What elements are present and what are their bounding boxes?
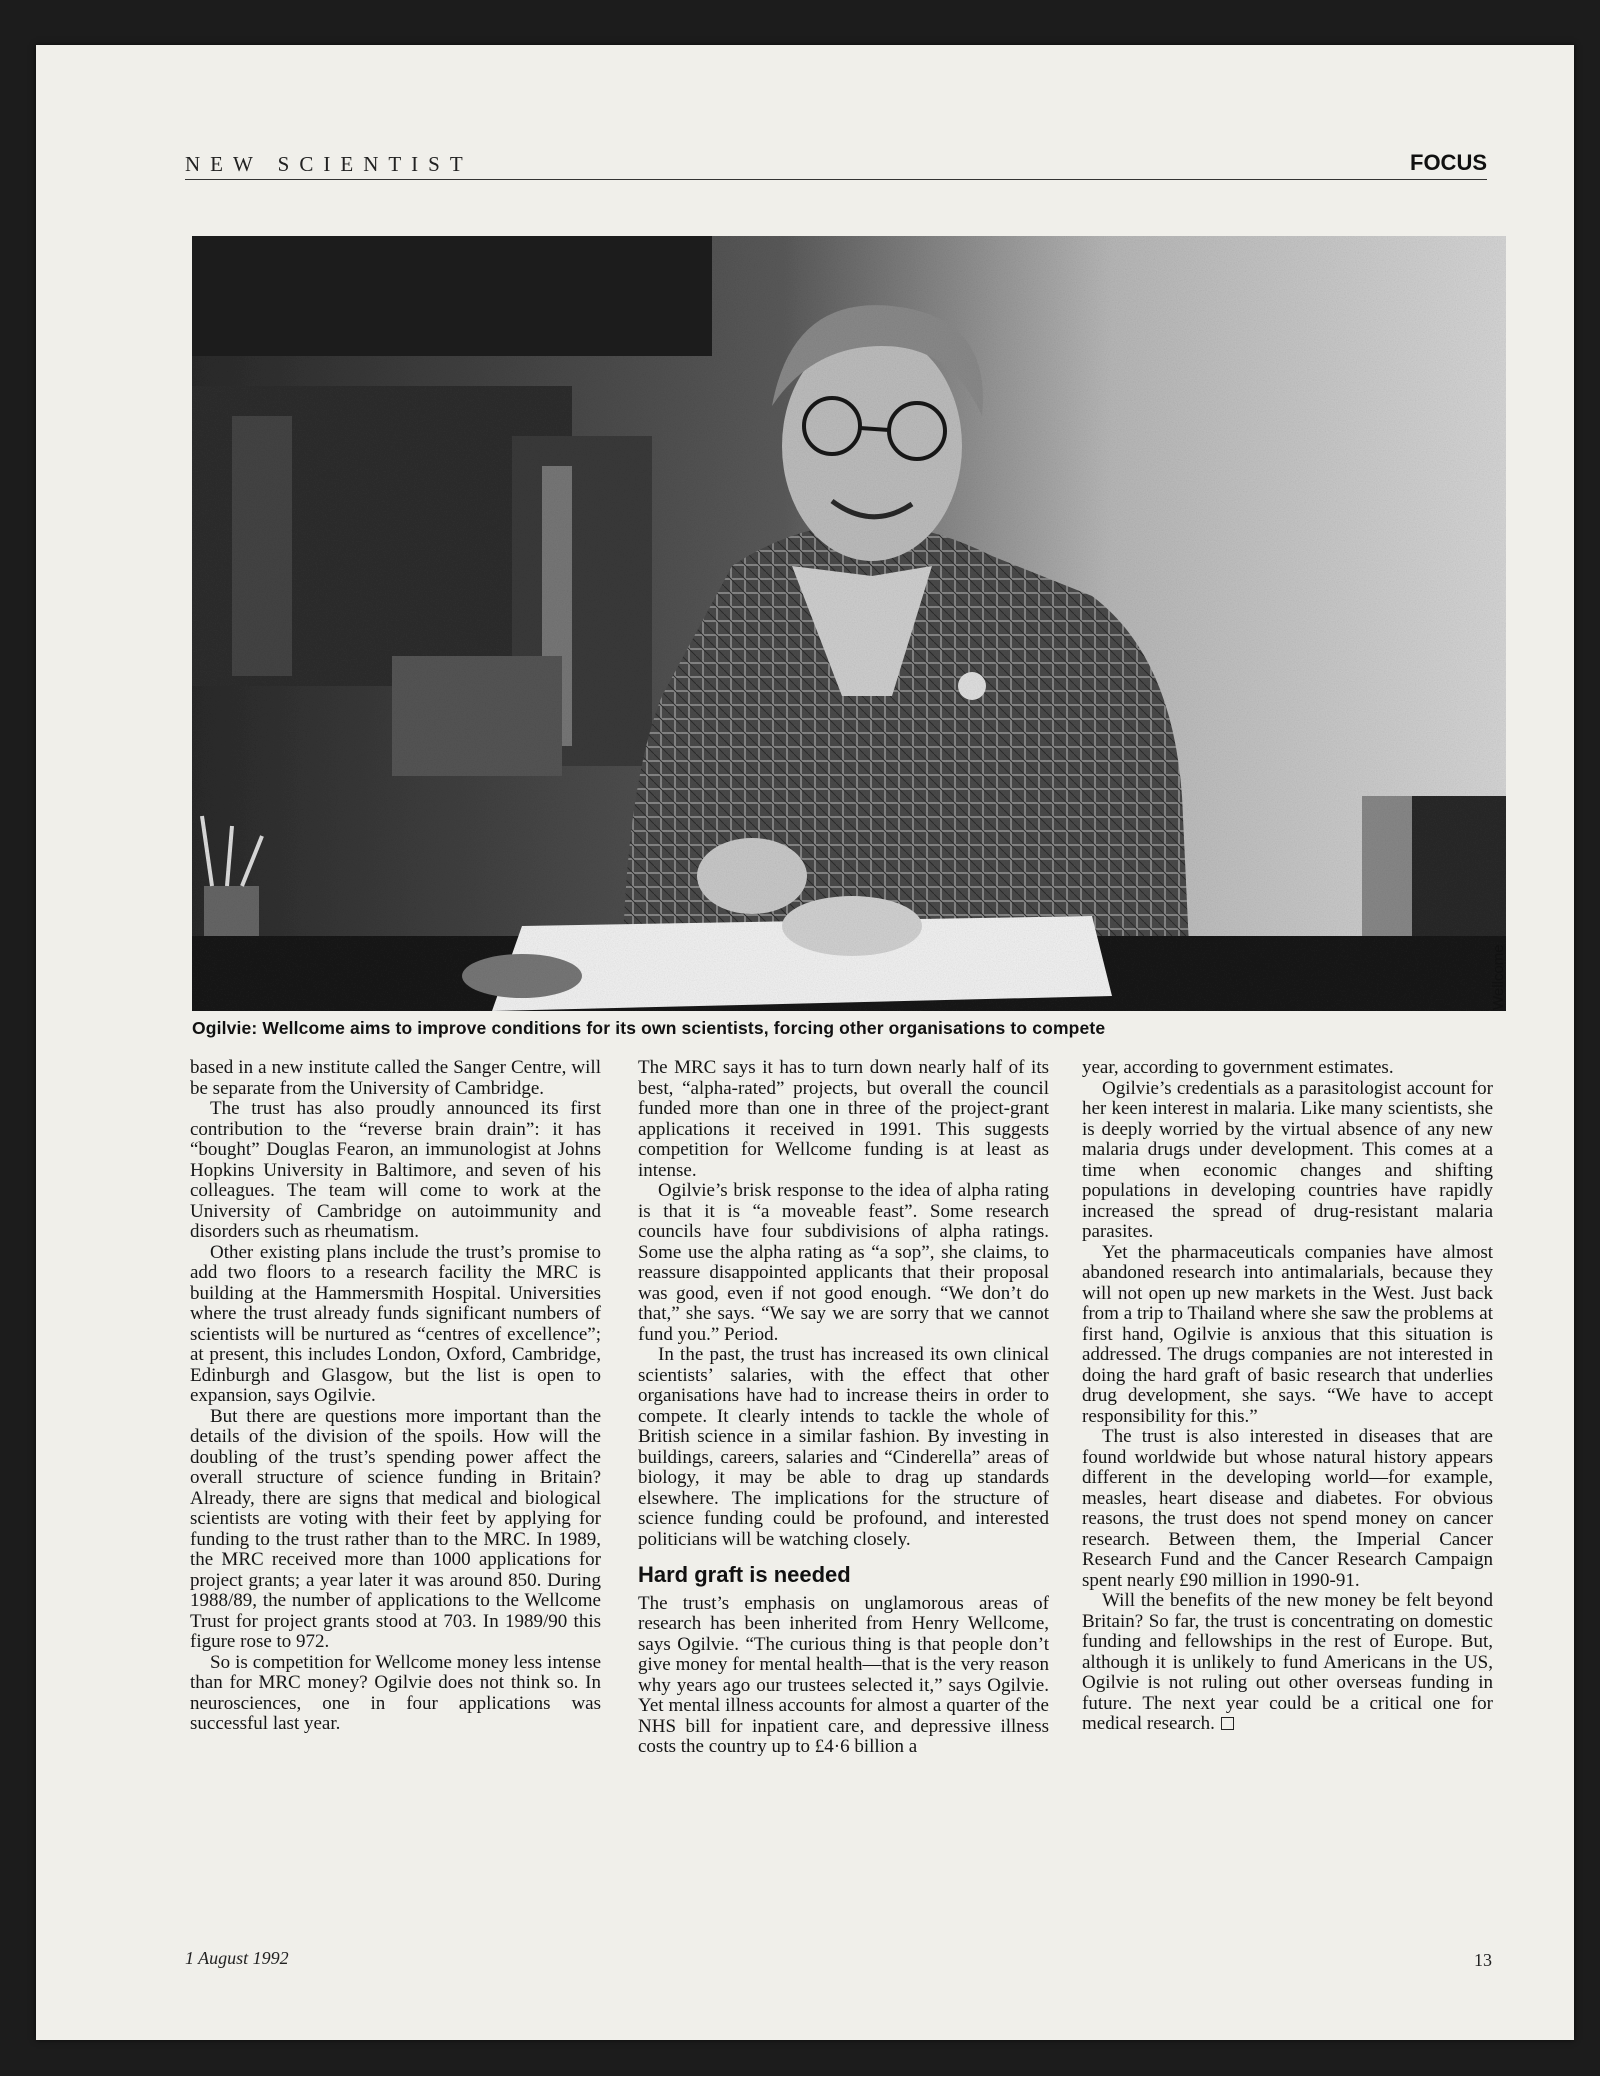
subheading: Hard graft is needed bbox=[638, 1562, 851, 1587]
paragraph-text: Will the benefits of the new money be felt beyond Britain? So far, the trust is concentrating on domestic funding and fellowships in the rest of Europe. But, although it is unlikely to fund Americans in the US, Ogilvie is not ruling out other overseas funding in future. The next year could be a critical one for medical research. bbox=[1082, 1590, 1493, 1734]
page-number: 13 bbox=[1474, 1950, 1492, 1970]
header-rule bbox=[185, 179, 1487, 180]
paragraph: But there are questions more important than the details of the division of the spoils. How will the doubling of the trust’s spending power affect the overall structure of science funding in Britain? Already, there are signs that medical and biological scientists are voting with their feet by applying for funding to the trust rather than to the MRC. In 1989, the MRC received more than 1000 applications for project grants; a year later it was around 850. During 1988/89, the number of applications to the Wellcome Trust for project grants stood at 703. In 1989/90 this figure rose to 972. bbox=[190, 1405, 601, 1652]
article-column-1 bbox=[190, 1058, 601, 1735]
masthead bbox=[185, 152, 1487, 178]
section-label: FOCUS bbox=[1410, 150, 1487, 175]
end-of-article-icon bbox=[1221, 1717, 1234, 1730]
paragraph: The trust’s emphasis on unglamorous areas of research has been inherited from Henry Wellcome, says Ogilvie. “The curious thing is that people don’t give money for mental health—that is the very reason why years ago our trustees selected it,” says Ogilvie. Yet mental illness accounts for almost a quarter of the NHS bill for inpatient care, and depressive illness costs the country up to £4·6 billion a bbox=[638, 1592, 1049, 1757]
photo-caption: Ogilvie: Wellcome aims to improve conditions for its own scientists, forcing other organisations to compete bbox=[192, 1018, 1106, 1038]
issue-date: 1 August 1992 bbox=[185, 1948, 289, 1968]
paragraph: So is competition for Wellcome money less intense than for MRC money? Ogilvie does not think so. In neurosciences, one in four applications was successful last year. bbox=[190, 1651, 601, 1734]
paragraph: The trust is also interested in diseases that are found worldwide but whose natural history appears different in the developing world—for example, measles, heart disease and diabetes. For obvious reasons, the trust does not spend money on cancer research. Between them, the Imperial Cancer Research Fund and the Cancer Research Campaign spent nearly £90 million in 1990-91. bbox=[1082, 1426, 1493, 1591]
paragraph: The MRC says it has to turn down nearly half of its best, “alpha-rated” projects, but overall the council funded more than one in three of the project-grant applications it received in 1991. This suggests competition for Wellcome funding is at least as intense. bbox=[638, 1057, 1049, 1181]
photo-credit: Wellcome bbox=[1490, 944, 1507, 1010]
article-column-2 bbox=[638, 1058, 1049, 1758]
publication-name: NEW SCIENTIST bbox=[185, 152, 473, 176]
paragraph: The trust has also proudly announced its first contribution to the “reverse brain drain”: it has “bought” Douglas Fearon, an immunologist at Johns Hopkins University in Baltimore, and seven of his colleagues. The team will come to work at the University of Cambridge on autoimmunity and disorders such as rheumatism. bbox=[190, 1098, 601, 1242]
paragraph: year, according to government estimates. bbox=[1082, 1057, 1394, 1078]
article-column-3 bbox=[1082, 1058, 1493, 1735]
paragraph-last bbox=[1082, 1591, 1493, 1735]
paragraph: based in a new institute called the Sanger Centre, will be separate from the University of Cambridge. bbox=[190, 1057, 601, 1099]
paragraph: In the past, the trust has increased its own clinical scientists’ salaries, with the effect that other organisations have had to increase theirs in order to compete. It clearly intends to tackle the whole of British science in a similar fashion. By investing in buildings, careers, salaries and “Cinderella” areas of biology, it may be able to drag up standards elsewhere. The implications for the structure of science funding could be profound, and interested politicians will be watching closely. bbox=[638, 1344, 1049, 1550]
paragraph: Yet the pharmaceuticals companies have almost abandoned research into antimalarials, because they will not open up new markets in the West. Just back from a trip to Thailand where she saw the problems at first hand, Ogilvie is anxious that this situation is addressed. The drugs companies are not interested in doing the hard graft of basic research that underlies drug development, she says. “We have to accept responsibility for this.” bbox=[1082, 1241, 1493, 1427]
paragraph: Other existing plans include the trust’s promise to add two floors to a research facility the MRC is building at the Hammersmith Hospital. Universities where the trust already funds significant numbers of scientists will be nurtured as “centres of excellence”; at present, this includes London, Oxford, Cambridge, Edinburgh and Glasgow, but the list is open to expansion, says Ogilvie. bbox=[190, 1241, 601, 1406]
paragraph: Ogilvie’s brisk response to the idea of alpha rating is that it is “a moveable feast”. Some research councils have four subdivisions of alpha ratings. Some use the alpha rating as “a sop”, she claims, to reassure disappointed applicants that their proposal was good, even if not good enough. “We don’t do that,” she says. “We say we are sorry that we cannot fund you.” Period. bbox=[638, 1180, 1049, 1345]
portrait-photo bbox=[192, 236, 1506, 1011]
paragraph: Ogilvie’s credentials as a parasitologist account for her keen interest in malaria. Like many scientists, she is deeply worried by the virtual absence of any new malaria drugs under development. This comes at a time when economic changes and shifting populations in developing countries have rapidly increased the spread of drug-resistant malaria parasites. bbox=[1082, 1077, 1493, 1242]
